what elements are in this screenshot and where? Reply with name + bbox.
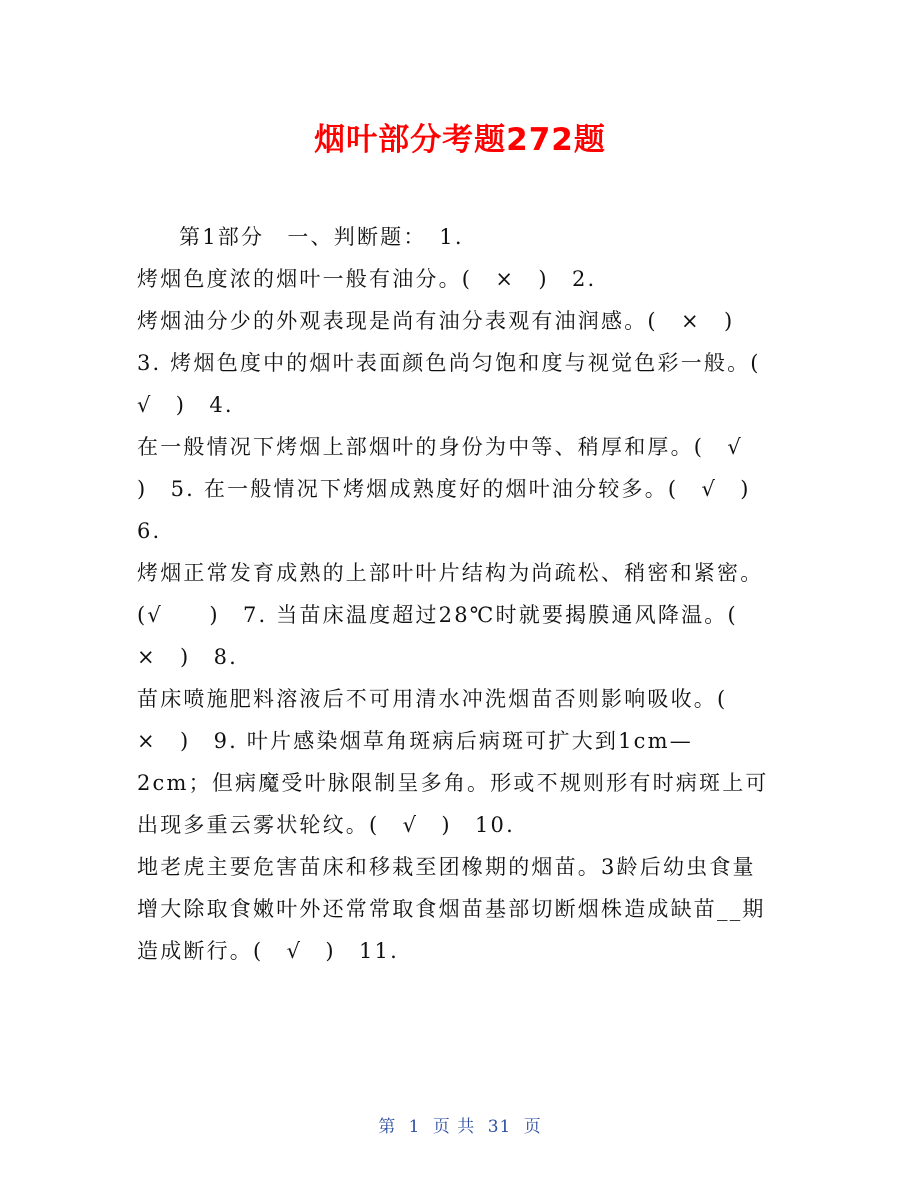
page-label-middle: 页 共 — [432, 1117, 476, 1137]
text-line: √ ) 4. — [137, 393, 234, 417]
text-line: 造成断行。( √ ) 11. — [137, 939, 399, 963]
text-line: 出现多重云雾状轮纹。( √ ) 10. — [137, 813, 515, 837]
text-line: 2cm；但病魔受叶脉限制呈多角。形或不规则形有时病斑上可 — [137, 771, 769, 795]
document-title: 烟叶部分考题272题 — [314, 122, 606, 158]
text-line: ) 5. 在一般情况下烤烟成熟度好的烟叶油分较多。( √ ) — [137, 477, 751, 501]
text-line: × ) 9. 叶片感染烟草角斑病后病斑可扩大到1cm— — [137, 729, 693, 753]
page-total: 31 — [487, 1117, 512, 1137]
page-number: 1 — [408, 1117, 421, 1137]
page-footer — [0, 1112, 920, 1137]
text-line: 增大除取食嫩叶外还常常取食烟苗基部切断烟株造成缺苗__期 — [137, 897, 766, 921]
text-line: 在一般情况下烤烟上部烟叶的身份为中等、稍厚和厚。( √ — [137, 435, 743, 459]
text-line: 3. 烤烟色度中的烟叶表面颜色尚匀饱和度与视觉色彩一般。( — [137, 351, 761, 375]
page-label-prefix: 第 — [378, 1117, 397, 1137]
text-line: 6. — [137, 519, 162, 543]
text-line: × ) 8. — [137, 645, 239, 669]
text-line: 苗床喷施肥料溶液后不可用清水冲洗烟苗否则影响吸收。( — [137, 687, 728, 711]
document-body — [137, 216, 787, 972]
text-line: 烤烟正常发育成熟的上部叶叶片结构为尚疏松、稍密和紧密。 — [137, 561, 764, 585]
text-line: 烤烟色度浓的烟叶一般有油分。( × ) 2. — [137, 267, 597, 291]
text-line: 烤烟油分少的外观表现是尚有油分表观有油润感。( × ) — [137, 309, 735, 333]
text-line: (√ ) 7. 当苗床温度超过28℃时就要揭膜通风降温。( — [137, 603, 738, 627]
text-line: 第1部分 一、判断题： 1. — [179, 225, 464, 249]
text-line: 地老虎主要危害苗床和移栽至团橡期的烟苗。3龄后幼虫食量 — [137, 855, 756, 879]
page-label-suffix: 页 — [523, 1117, 542, 1137]
